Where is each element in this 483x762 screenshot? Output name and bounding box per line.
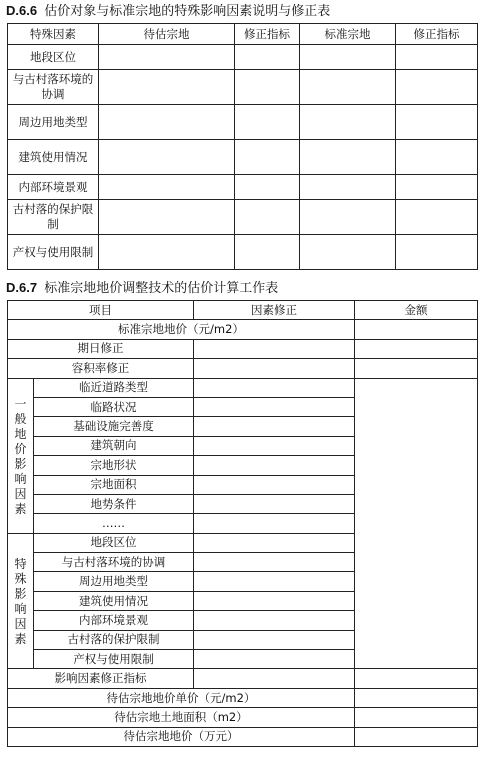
input-cell[interactable] [194, 417, 355, 436]
row-label: 周边用地类型 [8, 105, 99, 140]
row-label: 内部环境景观 [8, 175, 99, 200]
input-cell[interactable] [355, 320, 478, 339]
input-cell[interactable] [235, 200, 300, 235]
input-cell[interactable] [300, 140, 396, 175]
input-cell[interactable] [355, 727, 478, 746]
special-factor-table [7, 23, 478, 270]
row-label: 与古村落环境的协调 [8, 70, 99, 105]
row-label: 影响因素修正指标 [8, 669, 194, 688]
column-header: 待估宗地 [99, 24, 235, 45]
row-label: 临近道路类型 [34, 378, 194, 397]
table-row [8, 359, 478, 378]
input-cell[interactable] [194, 494, 355, 513]
input-cell[interactable] [99, 235, 235, 270]
table-row [8, 669, 478, 688]
input-cell[interactable] [300, 200, 396, 235]
input-cell[interactable] [396, 70, 478, 105]
column-header: 修正指标 [396, 24, 478, 45]
section-heading-d66 [6, 3, 330, 20]
input-cell[interactable] [396, 105, 478, 140]
table-row [8, 105, 478, 140]
table-row [8, 70, 478, 105]
section-title: 估价对象与标准宗地的特殊影响因素说明与修正表 [44, 4, 331, 19]
input-cell[interactable] [396, 45, 478, 70]
table-row [8, 727, 478, 746]
input-cell[interactable] [300, 235, 396, 270]
row-label: 古村落的保护限制 [34, 630, 194, 649]
input-cell[interactable] [99, 70, 235, 105]
table-row [8, 378, 478, 397]
input-cell[interactable] [99, 45, 235, 70]
valuation-worksheet-table [7, 300, 478, 747]
column-header: 金额 [355, 301, 478, 320]
input-cell[interactable] [235, 140, 300, 175]
unit-price-label: 待估宗地地价单价（元/m2） [8, 688, 355, 707]
row-label: 临路状况 [34, 397, 194, 416]
row-label: 建筑使用情况 [8, 140, 99, 175]
input-cell[interactable] [194, 359, 355, 378]
row-label: 地势条件 [34, 494, 194, 513]
input-cell[interactable] [194, 436, 355, 455]
row-label: 建筑使用情况 [34, 591, 194, 610]
land-area-label: 待估宗地土地面积（m2） [8, 708, 355, 727]
input-cell[interactable] [355, 359, 478, 378]
table-row [8, 688, 478, 707]
row-label: 古村落的保护限制 [8, 200, 99, 235]
table-header-row [8, 301, 478, 320]
input-cell[interactable] [300, 70, 396, 105]
input-cell[interactable] [194, 650, 355, 669]
input-cell[interactable] [194, 553, 355, 572]
input-cell[interactable] [235, 235, 300, 270]
total-price-label: 待估宗地地价（万元） [8, 727, 355, 746]
row-label: 建筑朝向 [34, 436, 194, 455]
row-label: 地段区位 [8, 45, 99, 70]
input-cell[interactable] [355, 708, 478, 727]
input-cell[interactable] [194, 339, 355, 358]
input-cell[interactable] [194, 475, 355, 494]
input-cell[interactable] [99, 140, 235, 175]
input-cell[interactable] [235, 105, 300, 140]
row-label: 宗地面积 [34, 475, 194, 494]
table-row [8, 320, 478, 339]
input-cell[interactable] [396, 175, 478, 200]
input-cell[interactable] [355, 688, 478, 707]
input-cell[interactable] [194, 611, 355, 630]
input-cell[interactable] [194, 533, 355, 552]
input-cell[interactable] [99, 105, 235, 140]
input-cell[interactable] [194, 397, 355, 416]
input-cell[interactable] [355, 669, 478, 688]
input-cell[interactable] [99, 175, 235, 200]
input-cell[interactable] [194, 669, 355, 688]
input-cell[interactable] [194, 591, 355, 610]
input-cell[interactable] [300, 45, 396, 70]
row-label: …… [34, 514, 194, 533]
section-number: D.6.6 [6, 3, 38, 18]
table-row [8, 708, 478, 727]
input-cell[interactable] [194, 378, 355, 397]
input-cell[interactable] [396, 140, 478, 175]
row-label: 与古村落环境的协调 [34, 553, 194, 572]
input-cell[interactable] [355, 339, 478, 358]
table-row [8, 339, 478, 358]
row-label: 基础设施完善度 [34, 417, 194, 436]
input-cell[interactable] [194, 514, 355, 533]
row-label: 产权与使用限制 [8, 235, 99, 270]
section-title: 标准宗地地价调整技术的估价计算工作表 [44, 281, 279, 296]
column-header: 项目 [8, 301, 194, 320]
section-heading-d67 [6, 280, 278, 297]
table-header-row [8, 24, 478, 45]
input-cell[interactable] [235, 175, 300, 200]
table-row [8, 235, 478, 270]
table-row [8, 175, 478, 200]
general-factors-group-label: 一 般 地 价 影 响 因 素 [8, 378, 34, 533]
input-cell[interactable] [235, 45, 300, 70]
row-label: 期日修正 [8, 339, 194, 358]
column-header: 标准宗地 [300, 24, 396, 45]
column-header: 修正指标 [235, 24, 300, 45]
amount-cell[interactable] [355, 378, 478, 669]
column-header: 因素修正 [194, 301, 355, 320]
standard-price-label: 标准宗地地价（元/m2） [8, 320, 355, 339]
table-row [8, 200, 478, 235]
column-header: 特殊因素 [8, 24, 99, 45]
input-cell[interactable] [194, 630, 355, 649]
table-row [8, 45, 478, 70]
row-label: 地段区位 [34, 533, 194, 552]
row-label: 周边用地类型 [34, 572, 194, 591]
section-number: D.6.7 [6, 280, 38, 295]
input-cell[interactable] [396, 235, 478, 270]
row-label: 容积率修正 [8, 359, 194, 378]
row-label: 内部环境景观 [34, 611, 194, 630]
input-cell[interactable] [99, 200, 235, 235]
row-label: 宗地形状 [34, 456, 194, 475]
input-cell[interactable] [194, 572, 355, 591]
input-cell[interactable] [300, 175, 396, 200]
input-cell[interactable] [235, 70, 300, 105]
special-factors-group-label: 特 殊 影 响 因 素 [8, 533, 34, 669]
input-cell[interactable] [300, 105, 396, 140]
row-label: 产权与使用限制 [34, 650, 194, 669]
input-cell[interactable] [396, 200, 478, 235]
table-row [8, 140, 478, 175]
input-cell[interactable] [194, 456, 355, 475]
